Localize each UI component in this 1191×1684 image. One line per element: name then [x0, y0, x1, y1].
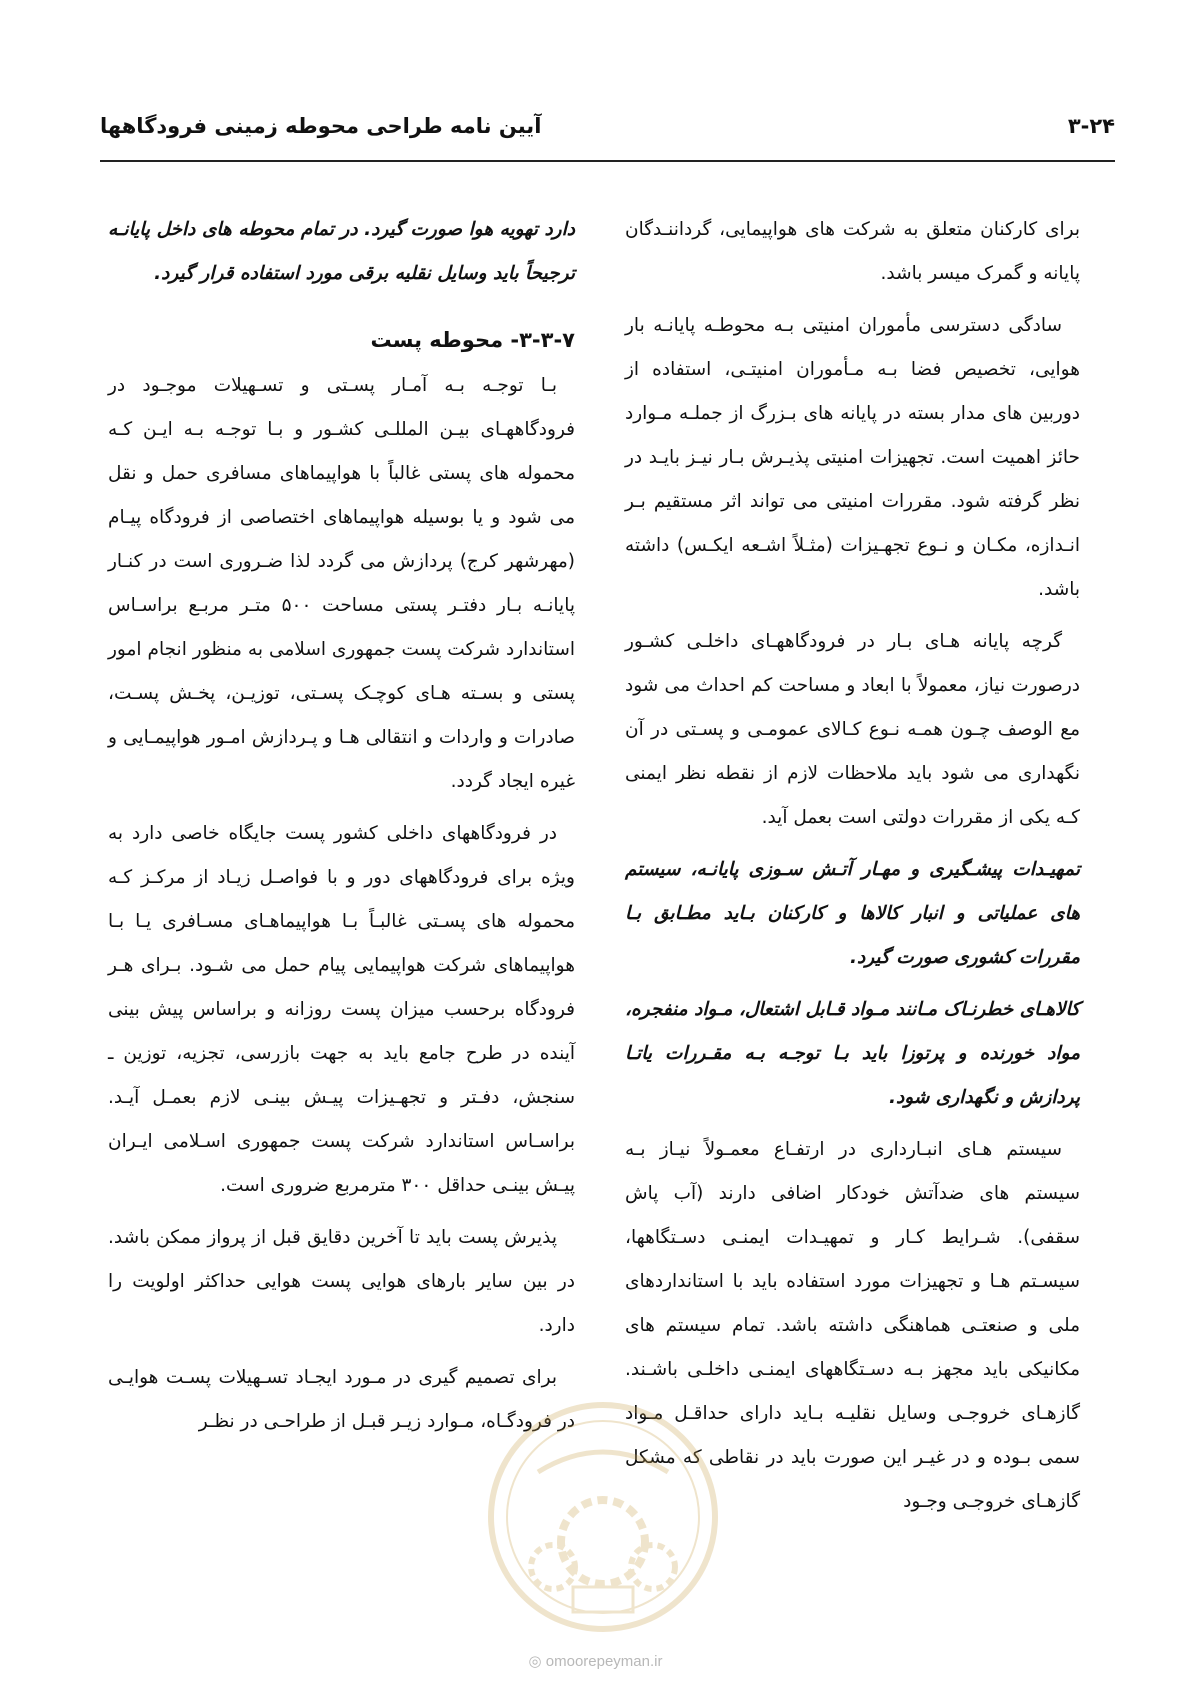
- page-number: ۳-۲۴: [1067, 114, 1115, 138]
- left-column: [108, 208, 575, 1452]
- left-paragraph: بـا توجـه بـه آمـار پسـتی و تسـهیلات موجـود در فرودگاههـای بیـن المللـی کشـور و بـا توجـه بـه ایـن کـه محموله های پستی غالباً با هواپیماهای مسافری حمل و نقل می شود و یا بوسیله هواپیماهای اختصاصی از فرودگاه پیـام (مهرشهر کرج) پردازش می گردد لذا ضـروری است در کنـار پایانـه بـار دفتـر پستی مساحت ۵۰۰ متـر مربـع براسـاس استاندارد شرکت پست جمهوری اسلامی به منظور انجام امور پستی و بسـته هـای کوچـک پسـتی، توزیـن، پخـش پسـت، صادرات و واردات و انتقالی هـا و پـردازش امـور هواپیمـایی و غیره ایجاد گردد.: [108, 375, 575, 792]
- left-paragraph: پذیرش پست باید تا آخرین دقایق قبل از پرواز ممکن باشد. در بین سایر بارهای هوایی پست هوایی حداکثر اولویت را دارد.: [108, 1227, 575, 1336]
- continuation-paragraph: دارد تهویه هوا صورت گیرد. در تمام محوطه های داخل پایانـه ترجیحاً باید وسایل نقلیه برقی مورد استفاده قرار گیرد.: [108, 219, 575, 284]
- right-paragraph: کالاهـای خطرنـاک مـانند مـواد قـابل اشتعال، مـواد منفجره، مواد خورنده و پرتوزا باید بـا توجـه بـه مقـررات یاتـا پردازش و نگهداری شود.: [625, 999, 1080, 1108]
- right-paragraph: گرچه پایانه هـای بـار در فرودگاههـای داخلـی کشـور درصورت نیاز، معمولاً با ابعاد و مساحت کم احداث می شود مع الوصف چـون همـه نـوع کـالای عمومـی و پسـتی در آن نگهداری می شود باید ملاحظات لازم از نقطه نظر ایمنی کـه یکی از مقررات دولتی است بعمل آید.: [625, 631, 1080, 828]
- page-header: [100, 110, 1115, 154]
- left-paragraph: در فرودگاههای داخلی کشور پست جایگاه خاصی دارد به ویژه برای فرودگاههای دور و با فواصـل زیـاد از مرکـز کـه محموله های پسـتی غالبـاً بـا هواپیماهـای مسـافری یـا بـا هواپیماهای شرکت هواپیمایی پیام حمل می شـود. بـرای هـر فرودگاه برحسب میزان پست روزانه و براساس پیش بینی آینده در طرح جامع باید به جهت بازرسی، تجزیه، توزین ـ سنجش، دفـتر و تجهـیزات پیـش بینـی لازم بعمـل آیـد. براسـاس استاندارد شرکت پست جمهوری اسـلامی ایـران پیـش بینـی حداقل ۳۰۰ مترمربع ضروری است.: [108, 823, 575, 1196]
- watermark-url: [0, 1652, 1191, 1670]
- watermark-url-text: omoorepeyman.ir: [545, 1653, 663, 1670]
- section-heading: ۳-۳-۷- محوطه پست: [370, 328, 575, 352]
- right-column: [625, 208, 1080, 1532]
- watermark-globe-icon: ◎: [528, 1653, 542, 1670]
- header-title: آیین نامه طراحی محوطه زمینی فرودگاهها: [100, 114, 542, 138]
- left-paragraphs: [108, 364, 575, 1444]
- seal-stamp-icon: [478, 1392, 728, 1642]
- right-paragraph: سادگی دسترسی مأموران امنیتی بـه محوطـه پایانـه بار هوایی، تخصیص فضا بـه مـأموران امنیتـی، استفاده از دوربین های مدار بسته در پایانه های بـزرگ از جملـه مـوارد حائز اهمیت است. تجهیزات امنیتی پذیـرش بـار نیـز بایـد در نظر گرفته شود. مقررات امنیتی می تواند اثر مستقیم بـر انـدازه، مکـان و نـوع تجهـیزات (مثـلاً اشـعه ایکـس) داشته باشد.: [625, 315, 1080, 600]
- right-paragraph: سیستم هـای انبـارداری در ارتفـاع معمـولاً نیـاز بـه سیستم های ضدآتش خودکار اضافی دارند (آب پاش سقفی). شـرایط کـار و تمهیـدات ایمنـی دسـتگاهها، سیسـتم هـا و تجهیزات مورد استفاده باید با استانداردهای ملی و صنعتـی هماهنگی داشته باشد. تمام سیستم های مکانیکی باید مجهز بـه دسـتگاههای ایمنـی داخلـی باشـند. گازهـای خروجـی وسایل نقلیـه بـاید دارای حداقـل مـواد سمی بـوده و در غیـر این صورت باید در نقاطی که مشکل گازهـای خروجـی وجـود: [625, 1139, 1080, 1512]
- left-paragraph: برای تصمیم گیری در مـورد ایجـاد تسـهیلات پسـت هوایـی در فرودگـاه، مـوارد زیـر قبـل از طراحـی در نظـر: [108, 1367, 575, 1432]
- right-paragraph: برای کارکنان متعلق به شرکت های هواپیمایی، گرداننـدگان پایانه و گمرک میسر باشد.: [625, 219, 1080, 284]
- right-paragraph: تمهیـدات پیشـگیری و مهـار آتـش سـوزی پایانـه، سیستم های عملیاتی و انبار کالاها و کارکنان بـاید مطـابق بـا مقررات کشوری صورت گیرد.: [625, 859, 1080, 968]
- header-divider: [100, 160, 1115, 162]
